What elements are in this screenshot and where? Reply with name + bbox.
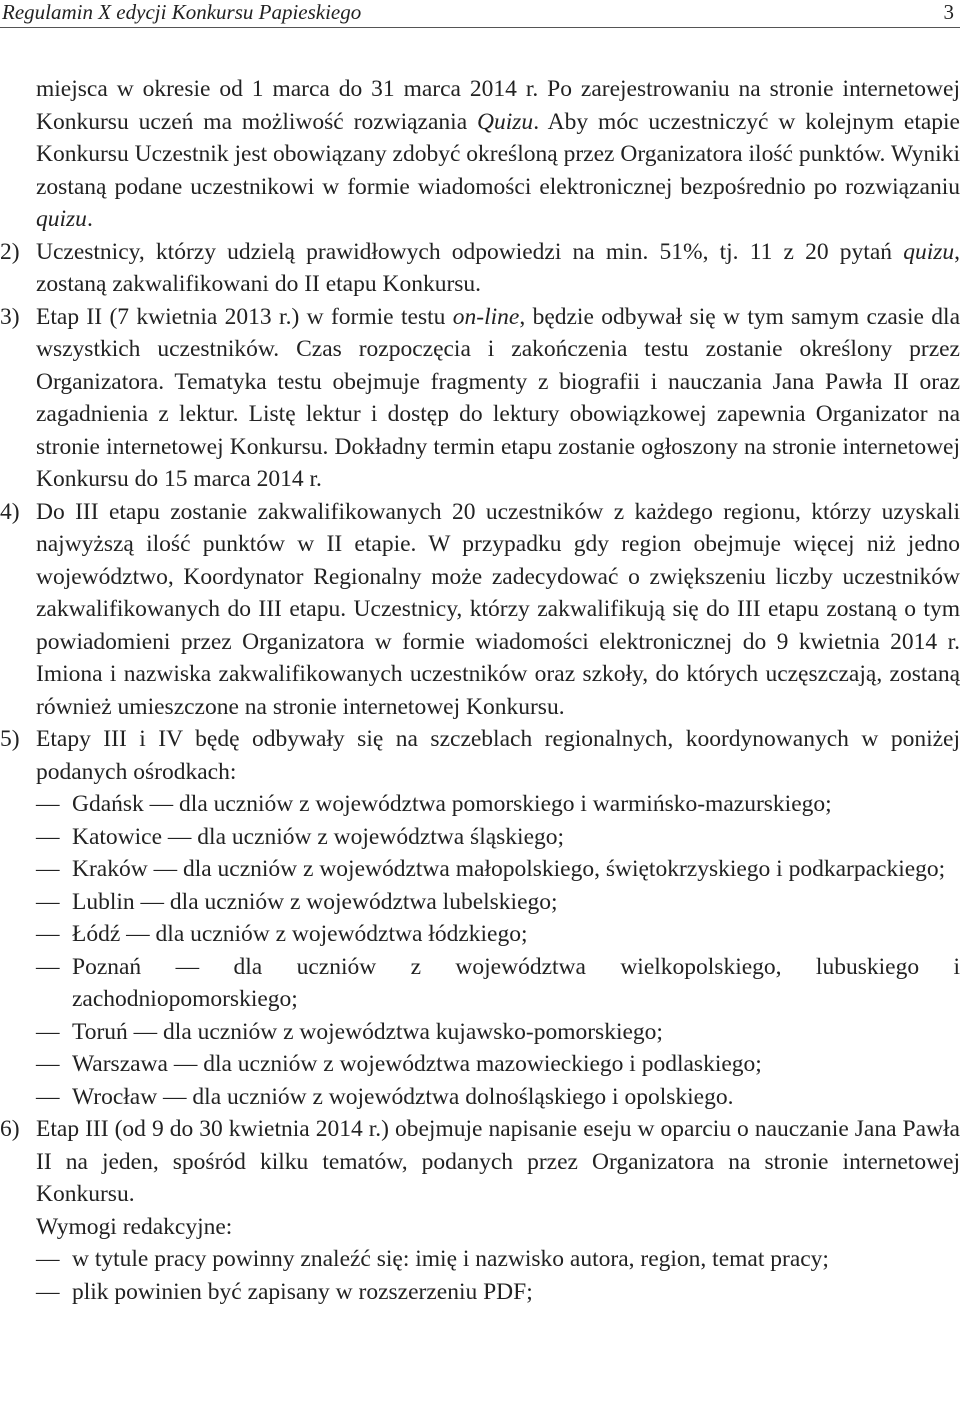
requirements-heading: Wymogi redakcyjne: [36,1213,233,1240]
running-header [0,0,960,28]
item-text: Etap III (od 9 do 30 kwietnia 2014 r.) obejmuje napisanie eseju w oparciu o nauczanie Jana Pawła II na jeden, spośród kilku tematów, podanych przez Organizatora na stronie internetowej Konkursu. [36,1116,960,1207]
item-number: 4) [0,498,20,525]
italic-run: Quizu [477,108,534,135]
text-run: miejsca w okresie od 1 marca do 31 marca 2014 r. Po zarejestrowaniu na stronie internetowej Konkursu uczeń ma możliwość rozwiązania [36,76,960,135]
center-item: — Toruń — dla uczniów z województwa kujawsko-pomorskiego; [0,1016,960,1049]
list-item-3 [0,301,960,496]
text-run: , zostaną zakwalifikowani do II etapu Konkursu. [36,238,960,297]
italic-run: quizu [36,206,87,232]
item-number: 2) [0,238,20,265]
text-run: Etap II (7 kwietnia 2013 r.) w formie testu [36,303,453,330]
center-item: — Kraków — dla uczniów z województwa małopolskiego, świętokrzyskiego i podkarpackiego; [0,853,960,886]
center-item: — Katowice — dla uczniów z województwa śląskiego; [0,821,960,854]
item-number: 6) [0,1116,20,1142]
italic-run: quizu [903,238,955,265]
page-number: 3 [943,0,954,24]
text-run: , będzie odbywał się w tym samym czasie dla wszystkich uczestników. Czas rozpoczęcia i zakończenia testu zostanie określony przez Organizatora. Tematyka testu obejmuje fragmenty z biografii i nauczania Jana Pawła II oraz zagadnienia z lektur. Listę lektur i dostęp do lektury obowiązkowej zapewnia Organizator na stronie internetowej Konkursu. Dokładny termin etapu zostanie ogłoszony na stronie internetowej Konkursu do 15 marca 2014 r. [36,303,960,492]
item-text: Do III etapu zostanie zakwalifikowanych 20 uczestników z każdego regionu, którzy uzyskali najwyższą ilość punktów w II etapie. W przypadku gdy region obejmuje więcej niż jedno województwo, Koordynator Regionalny może zadecydować o zwiększeniu liczby uczestników zakwalifikowanych do III etapu. Uczestnicy, którzy zakwalifikują się do III etapu zostaną o tym powiadomieni przez Organizatora w formie wiadomości elektronicznej do 9 kwietnia 2014 r. Imiona i nazwiska zakwalifikowanych uczestników oraz szkoły, do których uczęszczają, zostaną również umieszczone na stronie internetowej Konkursu. [36,498,960,720]
center-item: — Gdańsk — dla uczniów z województwa pomorskiego i warmińsko-mazurskiego; [0,788,960,821]
regional-centers-list [0,788,960,1113]
center-item: — Lublin — dla uczniów z województwa lubelskiego; [0,886,960,919]
italic-run: on-line [452,303,520,330]
list-item-5 [0,723,960,788]
requirement-item: — plik powinien być zapisany w rozszerzeniu PDF; [0,1276,960,1309]
document-title: Regulamin X edycji Konkursu Papieskiego [2,0,362,24]
item-intro: Etapy III i IV będę odbywały się na szczeblach regionalnych, koordynowanych w poniżej podanych ośrodkach: [36,726,960,785]
document-body [0,73,960,1308]
item-number: 3) [0,303,20,330]
text-run: . [86,206,93,232]
text-run: Uczestnicy, którzy udzielą prawidłowych odpowiedzi na min. 51%, tj. 11 z 20 pytań [36,238,904,265]
list-item-4 [0,496,960,724]
item-number: 5) [0,726,20,752]
center-item: — Poznań — dla uczniów z województwa wielkopolskiego, lubuskiego i zachodniopomorskiego; [0,951,960,1016]
list-item-6 [0,1113,960,1211]
text-run: . Aby móc uczestniczyć w kolejnym etapie Konkursu Uczestnik jest obowiązany zdobyć określoną przez Organizatora ilość punktów. Wyniki zostaną podane uczestnikowi w formie wiadomości elektronicznej bezpośrednio po rozwiązaniu [36,108,960,200]
center-item: — Warszawa — dla uczniów z województwa mazowieckiego i podlaskiego; [0,1048,960,1081]
paragraph-registration [0,73,960,236]
center-item: — Łódź — dla uczniów z województwa łódzkiego; [0,918,960,951]
requirement-item: — w tytule pracy powinny znaleźć się: imię i nazwisko autora, region, temat pracy; [0,1243,960,1276]
requirements-list [0,1243,960,1308]
list-item-2 [0,236,960,301]
center-item: — Wrocław — dla uczniów z województwa dolnośląskiego i opolskiego. [0,1081,960,1114]
